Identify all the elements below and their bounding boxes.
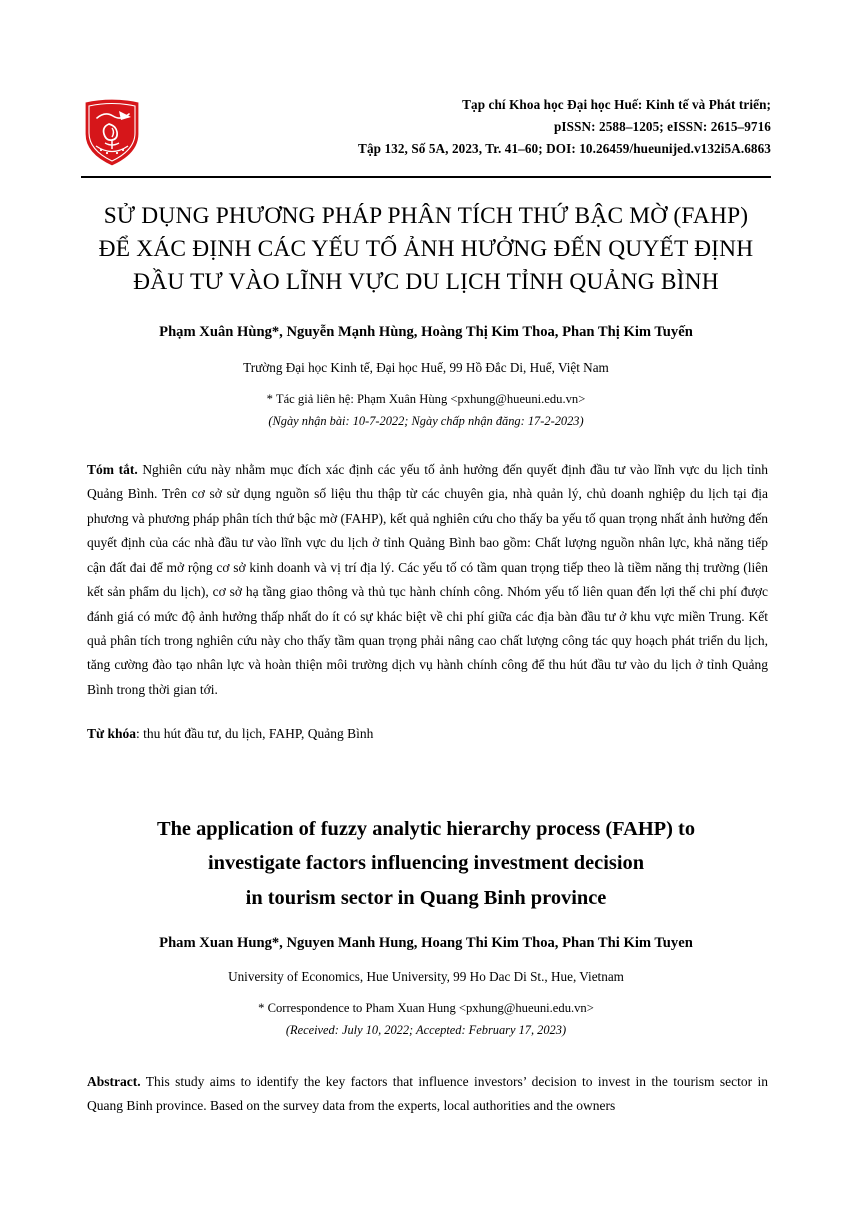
english-abstract-body: This study aims to identify the key factors that influence investors’ decision to invest in the tourism sector in Quang Binh province. Based on the survey data from the experts, local authorities and the owners	[87, 1074, 768, 1114]
journal-issn: pISSN: 2588–1205; eISSN: 2615–9716	[554, 118, 771, 134]
journal-volume-doi: Tập 132, Số 5A, 2023, Tr. 41–60; DOI: 10.26459/hueunijed.v132i5A.6863	[358, 140, 771, 156]
header-divider	[81, 176, 771, 178]
vietnamese-title-line-3: ĐẦU TƯ VÀO LĨNH VỰC DU LỊCH TỈNH QUẢNG BÌNH	[133, 269, 719, 296]
english-title-line-3: in tourism sector in Quang Binh province	[245, 886, 607, 909]
english-correspondence: * Correspondence to Pham Xuan Hung <pxhung@hueuni.edu.vn>	[258, 1001, 594, 1015]
vietnamese-affiliation: Trường Đại học Kinh tế, Đại học Huế, 99 Hồ Đắc Di, Huế, Việt Nam	[243, 360, 609, 375]
english-abstract	[87, 1070, 768, 1119]
english-title-line-1: The application of fuzzy analytic hierarchy process (FAHP) to	[156, 818, 696, 840]
english-authors: Pham Xuan Hung*, Nguyen Manh Hung, Hoang Thi Kim Thoa, Phan Thi Kim Tuyen	[159, 935, 693, 951]
english-affiliation: University of Economics, Hue University, 99 Ho Dac Di St., Hue, Vietnam	[228, 969, 624, 984]
journal-info	[143, 92, 771, 160]
masthead	[81, 92, 771, 168]
vietnamese-abstract	[87, 458, 768, 702]
english-dates: (Received: July 10, 2022; Accepted: February 17, 2023)	[285, 1023, 567, 1037]
vietnamese-keywords-body: : thu hút đầu tư, du lịch, FAHP, Quảng Bình	[136, 726, 374, 741]
english-abstract-label: Abstract.	[87, 1074, 141, 1089]
vietnamese-authors: Phạm Xuân Hùng*, Nguyễn Mạnh Hùng, Hoàng Thị Kim Thoa, Phan Thị Kim Tuyến	[159, 324, 693, 340]
journal-name: Tạp chí Khoa học Đại học Huế: Kinh tế và Phát triển;	[462, 97, 771, 112]
vietnamese-keywords-label: Từ khóa	[87, 726, 136, 741]
vietnamese-title-line-1: SỬ DỤNG PHƯƠNG PHÁP PHÂN TÍCH THỨ BẬC MỜ (FAHP)	[103, 203, 749, 229]
vietnamese-title-line-2: ĐỂ XÁC ĐỊNH CÁC YẾU TỐ ẢNH HƯỞNG ĐẾN QUYẾT ĐỊNH	[98, 236, 754, 263]
vietnamese-correspondence: * Tác giả liên hệ: Phạm Xuân Hùng <pxhung@hueuni.edu.vn>	[266, 392, 586, 406]
vietnamese-dates: (Ngày nhận bài: 10-7-2022; Ngày chấp nhận đăng: 17-2-2023)	[268, 414, 584, 428]
vietnamese-abstract-body: Nghiên cứu này nhằm mục đích xác định các yếu tố ảnh hưởng đến quyết định đầu tư vào lĩnh vực du lịch tỉnh Quảng Bình. Trên cơ sở sử dụng nguồn số liệu thu thập từ các chuyên gia, nhà quản lý, chủ doanh nghiệp du lịch tại địa phương và phương pháp phân tích thứ bậc mờ (FAHP), kết quả nghiên cứu cho thấy ba yếu tố quan trọng nhất ảnh hưởng đến quyết định của các nhà đầu tư vào lĩnh vực du lịch ở tỉnh Quảng Bình bao gồm: Chất lượng nguồn nhân lực, khả năng tiếp cận đất đai để mở rộng cơ sở kinh doanh và vị trí địa lý. Các yếu tố có tầm quan trọng tiếp theo là tiềm năng thị trường (liên kết sản phẩm du lịch), cơ sở hạ tầng giao thông và thủ tục hành chính công. Nhóm yếu tố liên quan đến lợi thế chi phí được đánh giá có mức độ ảnh hưởng thấp nhất do ít có sự khác biệt về chi phí giữa các địa bàn đầu tư ở khu vực miền Trung. Kết quả phân tích trong nghiên cứu này cho thấy tầm quan trọng phải nâng cao chất lượng công tác quy hoạch phát triển du lịch, tăng cường đào tạo nhân lực và hoàn thiện môi trường dịch vụ hành chính công để thu hút đầu tư vào du lịch ở tỉnh Quảng Bình trong thời gian tới.	[87, 462, 768, 697]
english-title-line-2: investigate factors influencing investment decision	[207, 852, 645, 875]
english-title	[76, 812, 776, 915]
vietnamese-abstract-label: Tóm tắt.	[87, 462, 138, 477]
hue-university-crest-icon	[81, 94, 143, 168]
vietnamese-keywords	[87, 722, 768, 746]
vietnamese-title	[76, 200, 776, 300]
